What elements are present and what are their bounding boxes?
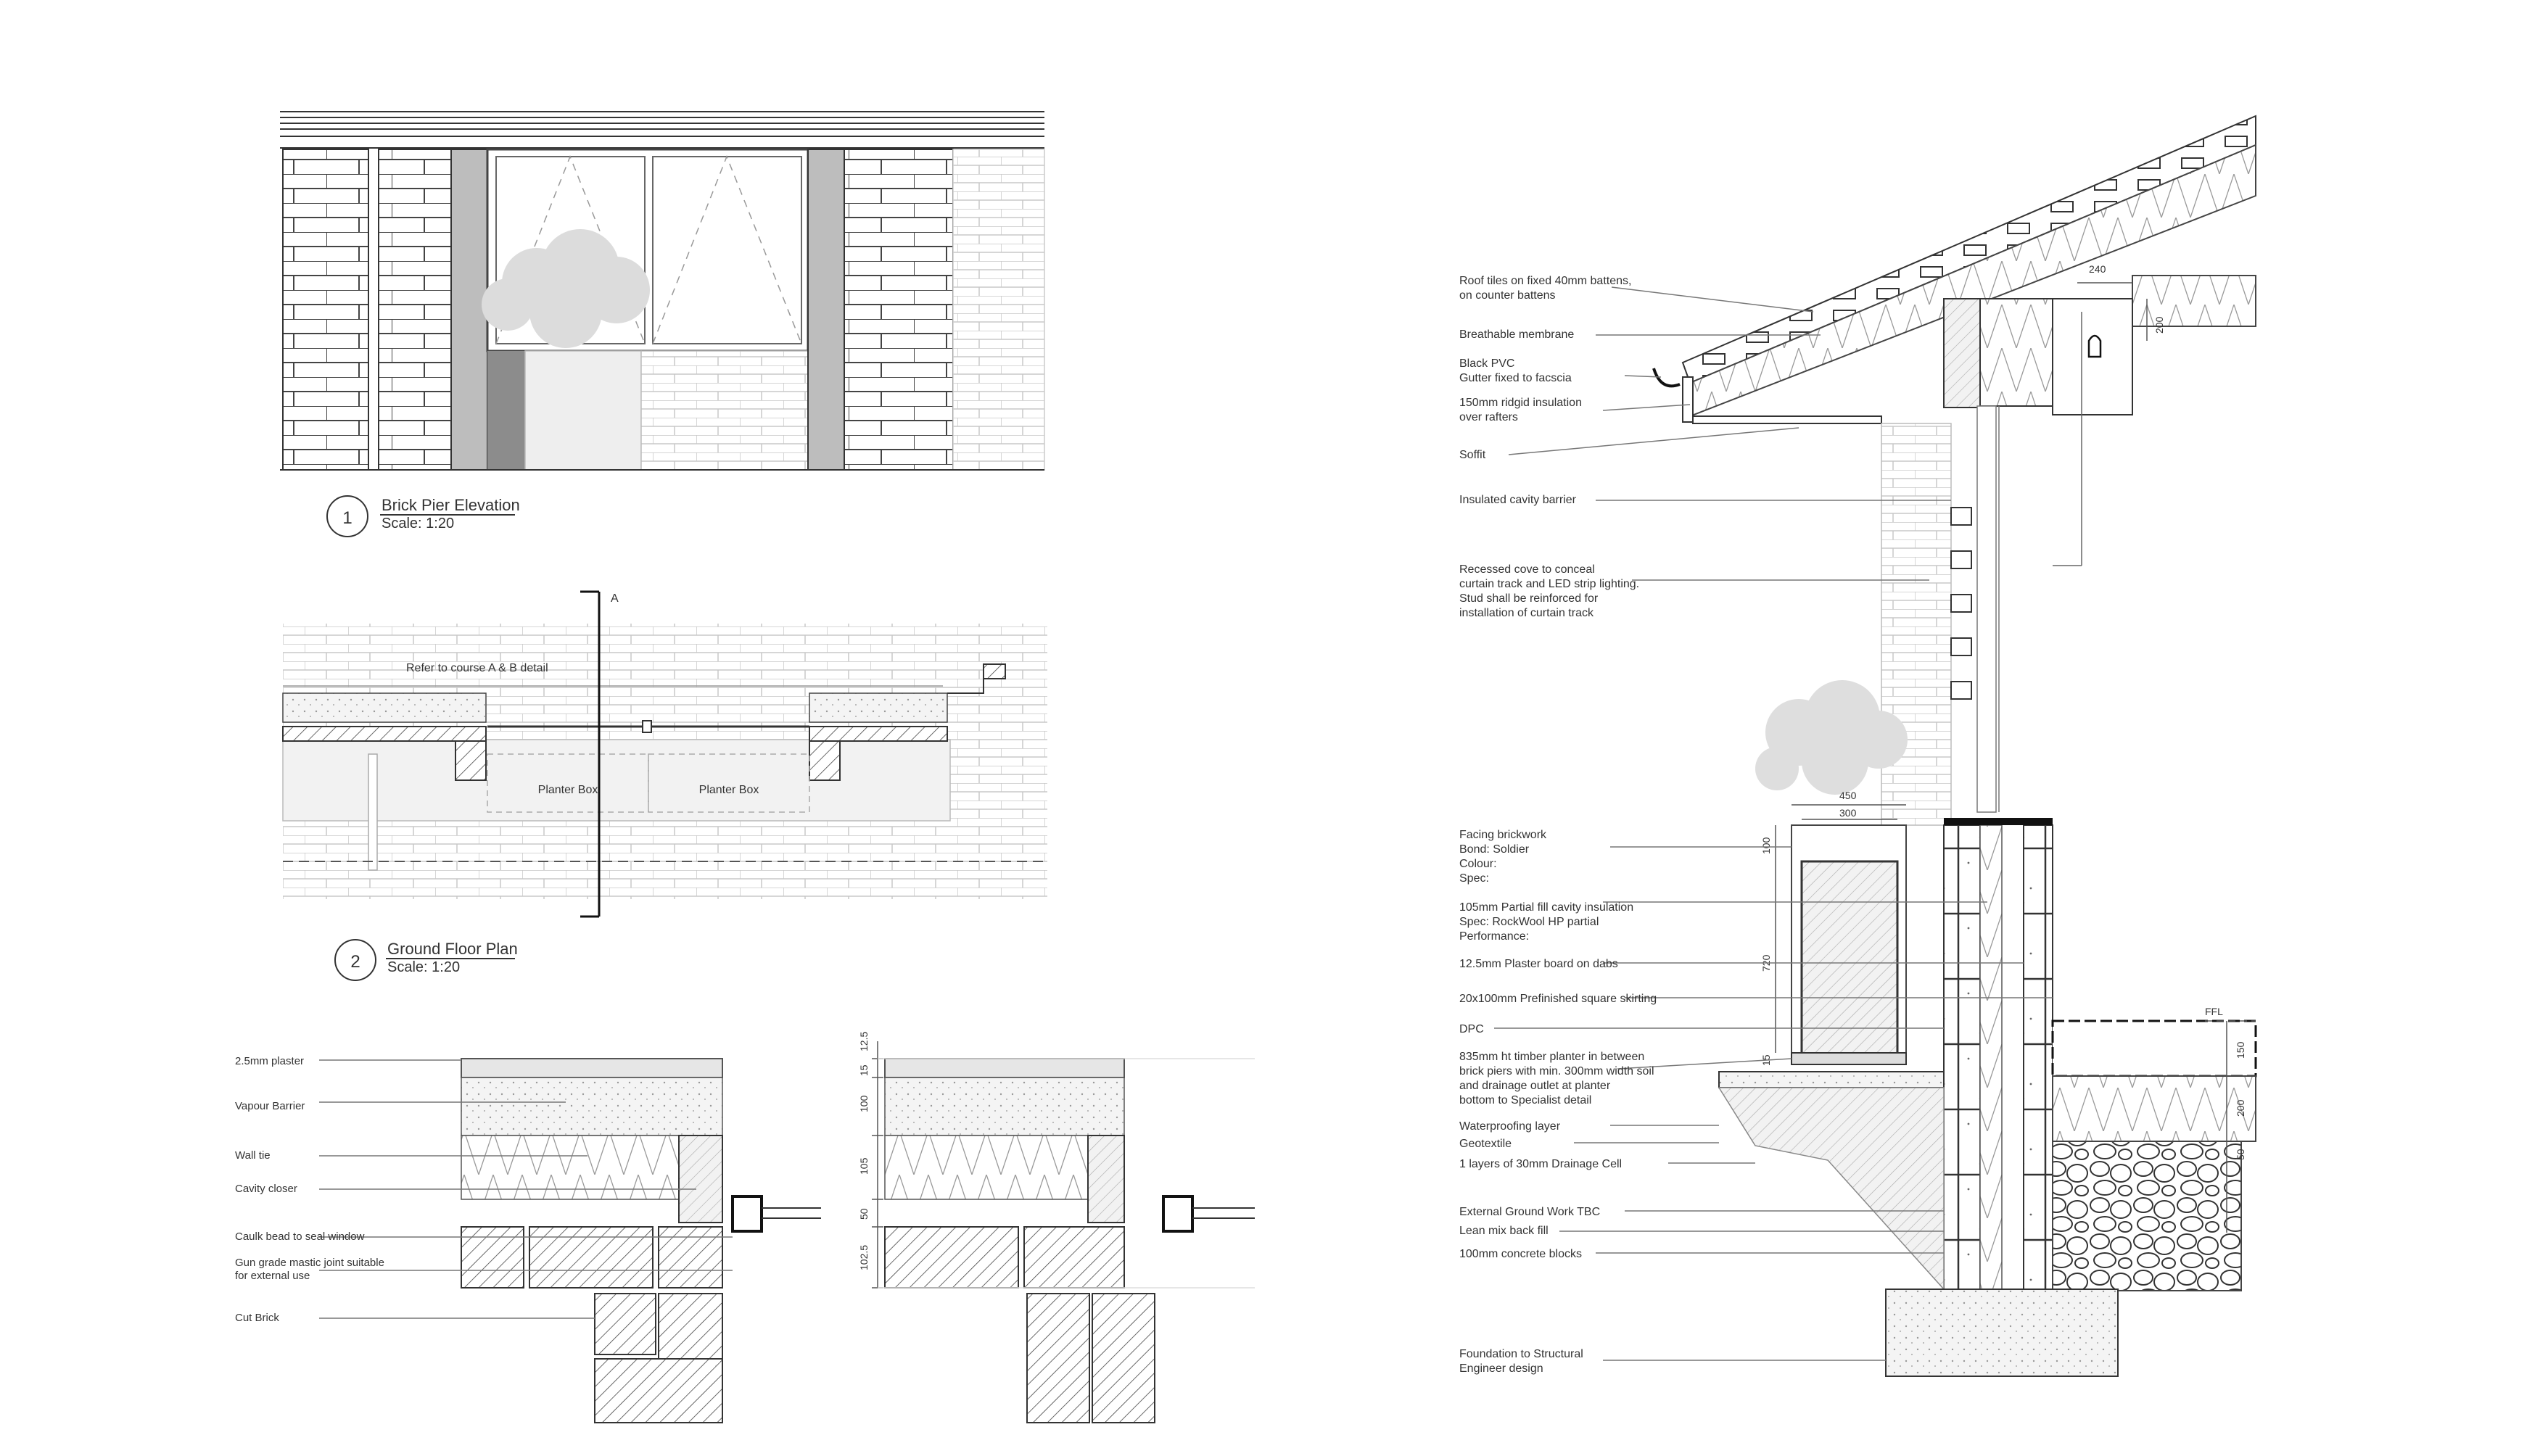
label-foundation-1: Foundation to Structural xyxy=(1459,1348,1583,1360)
label-cavity-insulation-2: Spec: RockWool HP partial xyxy=(1459,916,1599,928)
view-scale: Scale: 1:20 xyxy=(387,959,461,975)
label-cove-2: curtain track and LED strip lighting. xyxy=(1459,578,1640,590)
dim-102-5: 102.5 xyxy=(858,1244,870,1270)
floor-insulation xyxy=(2053,1076,2256,1141)
label-cove-4: installation of curtain track xyxy=(1459,607,1593,619)
label-cove-1: Recessed cove to conceal xyxy=(1459,563,1595,576)
brick-pier-right-grey xyxy=(808,149,844,470)
cavity-closer xyxy=(679,1136,722,1223)
window-head-frame xyxy=(1977,406,1996,812)
section-labels xyxy=(1459,275,1657,1375)
fascia-board xyxy=(1683,377,1693,422)
inner-block-openings xyxy=(1951,508,1971,699)
eaves-lines xyxy=(280,112,1044,148)
label-facing-brick-4: Spec: xyxy=(1459,872,1489,885)
foundation xyxy=(1886,1289,2118,1376)
label-plaster-board: 12.5mm Plaster board on dabs xyxy=(1459,958,1618,970)
dim-200-floor: 200 xyxy=(2235,1099,2246,1117)
brick-pier-right xyxy=(844,149,953,470)
curtain-track xyxy=(2089,336,2100,357)
view-title: Brick Pier Elevation xyxy=(382,496,520,514)
brick-return-3 xyxy=(595,1359,722,1423)
label-facing-brick-2: Bond: Soldier xyxy=(1459,843,1530,856)
dim-450: 450 xyxy=(1839,790,1857,801)
view-number: 1 xyxy=(342,508,352,528)
window-jamb-detail-a xyxy=(235,1055,821,1423)
label-plaster: 2.5mm plaster xyxy=(235,1055,305,1067)
label-facing-brick-3: Colour: xyxy=(1459,858,1497,870)
label-vapour-barrier: Vapour Barrier xyxy=(235,1100,305,1112)
label-mastic-2: for external use xyxy=(235,1270,310,1282)
dpc-line xyxy=(1944,818,2053,825)
dim-720: 720 xyxy=(1760,954,1772,972)
label-breathable-membrane: Breathable membrane xyxy=(1459,328,1575,341)
view-title: Ground Floor Plan xyxy=(387,940,518,958)
brick-pier-elevation xyxy=(280,112,1044,537)
dim-105: 105 xyxy=(858,1157,870,1175)
outer-brick-wall-lower xyxy=(1944,825,1980,1289)
planter-box-label-left: Planter Box xyxy=(537,784,598,796)
brick-pier-left-2 xyxy=(379,149,451,470)
hardcore-fill xyxy=(2053,1141,2241,1291)
drainage-layer xyxy=(1719,1072,1944,1088)
dim-150: 150 xyxy=(2235,1041,2246,1059)
floor-screed xyxy=(2053,1021,2256,1076)
window-mullion-plan xyxy=(643,721,651,732)
dim-ffl: FFL xyxy=(2205,1006,2223,1017)
view-title-1 xyxy=(327,496,520,537)
window-frame-section xyxy=(733,1196,762,1231)
dim-12-5: 12.5 xyxy=(858,1031,870,1051)
wall-brick-left xyxy=(283,727,486,741)
insulation-layer xyxy=(461,1136,679,1199)
dim-100: 100 xyxy=(858,1095,870,1112)
planter-box-label-right: Planter Box xyxy=(698,784,759,796)
label-concrete-blocks: 100mm concrete blocks xyxy=(1459,1248,1582,1260)
label-gutter: Gutter fixed to facscia xyxy=(1459,372,1572,384)
brick-pier-left-3 xyxy=(451,149,487,470)
inner-block-wall-lower xyxy=(2024,825,2053,1289)
label-cavity-closer: Cavity closer xyxy=(235,1183,297,1195)
label-roof-tiles-1: Roof tiles on fixed 40mm battens, xyxy=(1459,275,1632,287)
detail-b-dims xyxy=(858,1032,870,1270)
dim-300: 300 xyxy=(1839,807,1857,819)
brick-pier-left-1 xyxy=(283,149,368,470)
window-pane-right xyxy=(653,157,801,344)
label-planter-4: bottom to Specialist detail xyxy=(1459,1094,1592,1107)
label-cavity-barrier: Insulated cavity barrier xyxy=(1459,494,1576,506)
brick-outer-1 xyxy=(461,1227,524,1288)
view-number: 2 xyxy=(350,952,360,972)
planter-box-elevation xyxy=(525,351,641,470)
label-dpc: DPC xyxy=(1459,1023,1484,1035)
label-back-fill: Lean mix back fill xyxy=(1459,1225,1549,1237)
wall-plate-block xyxy=(1944,299,1980,408)
label-black-pvc: Black PVC xyxy=(1459,357,1515,370)
window-jamb-detail-b xyxy=(858,1032,1255,1423)
soffit xyxy=(1693,416,1881,423)
planter-drainage xyxy=(1792,1053,1906,1064)
label-cut-brick: Cut Brick xyxy=(235,1312,279,1324)
label-caulk-bead: Caulk bead to seal window xyxy=(235,1230,365,1243)
label-ground-work: External Ground Work TBC xyxy=(1459,1206,1601,1218)
plan-floor-zone xyxy=(283,740,950,821)
dim-240: 240 xyxy=(2089,263,2106,275)
label-wall-tie: Wall tie xyxy=(235,1149,271,1162)
label-facing-brick-1: Facing brickwork xyxy=(1459,829,1547,841)
view-scale: Scale: 1:20 xyxy=(382,516,455,531)
label-cavity-insulation-1: 105mm Partial fill cavity insulation xyxy=(1459,901,1634,914)
brick-return-1 xyxy=(595,1294,656,1354)
label-mastic-1: Gun grade mastic joint suitable xyxy=(235,1257,384,1269)
cavity-insulation-lower xyxy=(1980,825,2002,1289)
wall-section-detail xyxy=(1459,116,2256,1376)
pier-plan-left xyxy=(455,741,486,780)
dim-15: 15 xyxy=(858,1064,870,1076)
lintel-block xyxy=(1980,299,2053,406)
planter-soil xyxy=(1802,861,1897,1056)
section-marker-label: A xyxy=(611,592,619,605)
downpipe-plan xyxy=(368,754,377,870)
ceiling-insulation xyxy=(2132,276,2256,326)
label-planter-1: 835mm ht timber planter in between xyxy=(1459,1051,1645,1063)
dim-50: 50 xyxy=(858,1208,870,1220)
wall-insulation-right xyxy=(809,693,947,722)
dim-100-planter: 100 xyxy=(1760,837,1772,854)
pier-plan-right xyxy=(809,741,840,780)
label-cove-3: Stud shall be reinforced for xyxy=(1459,592,1599,605)
label-cavity-insulation-3: Performance: xyxy=(1459,930,1530,943)
dim-200-roof: 200 xyxy=(2153,316,2165,334)
course-note: Refer to course A & B detail xyxy=(406,662,548,674)
label-planter-2: brick piers with min. 300mm width soil xyxy=(1459,1065,1654,1077)
brick-outer-3 xyxy=(659,1227,722,1288)
plaster-layer xyxy=(461,1059,722,1077)
label-rigid-insulation-2: over rafters xyxy=(1459,411,1518,423)
label-drainage-cell: 1 layers of 30mm Drainage Cell xyxy=(1459,1158,1623,1170)
label-geotextile: Geotextile xyxy=(1459,1138,1512,1150)
window-frame-section-b xyxy=(1163,1196,1192,1231)
planter-brick-light xyxy=(641,351,808,470)
ground-floor-plan xyxy=(283,592,1047,980)
wall-insulation-left xyxy=(283,693,486,722)
brick-outer-2 xyxy=(529,1227,653,1288)
view-title-2 xyxy=(335,940,518,980)
wall-brick-right xyxy=(809,727,947,741)
label-rigid-insulation-1: 150mm ridgid insulation xyxy=(1459,397,1582,409)
label-soffit: Soffit xyxy=(1459,449,1486,461)
label-planter-3: and drainage outlet at planter xyxy=(1459,1080,1611,1092)
external-backfill xyxy=(1719,1088,1944,1289)
dim-50-floor: 50 xyxy=(2235,1149,2246,1160)
label-roof-tiles-2: on counter battens xyxy=(1459,289,1556,302)
adjacent-light-wall xyxy=(953,149,1044,470)
label-waterproofing: Waterproofing layer xyxy=(1459,1120,1561,1133)
label-foundation-2: Engineer design xyxy=(1459,1362,1543,1375)
label-skirting: 20x100mm Prefinished square skirting xyxy=(1459,993,1657,1005)
